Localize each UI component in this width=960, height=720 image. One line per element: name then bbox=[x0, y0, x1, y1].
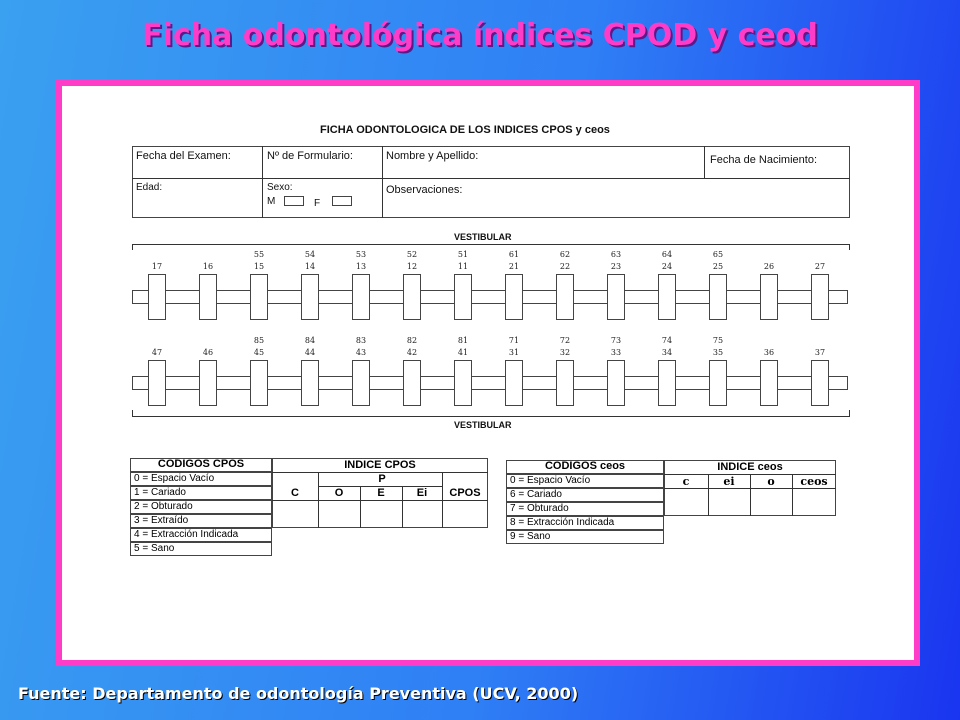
codigo-ceos-4: 9 = Sano bbox=[506, 530, 664, 544]
tooth-box-42[interactable] bbox=[403, 360, 421, 406]
observaciones-label: Observaciones: bbox=[386, 184, 463, 196]
tooth-box-23[interactable] bbox=[607, 274, 625, 320]
tooth-box-13[interactable] bbox=[352, 274, 370, 320]
slide-title: Ficha odontológica índices CPOD y ceod bbox=[142, 18, 818, 53]
tooth-number-63: 63 bbox=[610, 250, 622, 259]
tooth-number-83: 83 bbox=[355, 336, 367, 345]
tooth-number-23: 23 bbox=[610, 262, 622, 271]
tooth-number-54: 54 bbox=[304, 250, 316, 259]
tooth-number-53: 53 bbox=[355, 250, 367, 259]
tooth-box-25[interactable] bbox=[709, 274, 727, 320]
tooth-number-33: 33 bbox=[610, 348, 622, 357]
sexo-label: Sexo: bbox=[267, 182, 293, 193]
indice-ceos-col-ceos: ceos bbox=[800, 475, 828, 488]
form-frame bbox=[56, 80, 920, 666]
tooth-number-52: 52 bbox=[406, 250, 418, 259]
tooth-box-22[interactable] bbox=[556, 274, 574, 320]
form-title: FICHA ODONTOLOGICA DE LOS INDICES CPOS y ceos bbox=[320, 124, 610, 136]
tooth-number-22: 22 bbox=[559, 262, 571, 271]
indice-cpos-p: P bbox=[378, 473, 386, 485]
tooth-box-12[interactable] bbox=[403, 274, 421, 320]
fecha-nacimiento-label: Fecha de Nacimiento: bbox=[710, 154, 817, 166]
tooth-number-34: 34 bbox=[661, 348, 673, 357]
upper-strip bbox=[132, 290, 848, 304]
tooth-number-71: 71 bbox=[508, 336, 520, 345]
tooth-number-27: 27 bbox=[814, 262, 826, 271]
indice-cpos-col-o: O bbox=[334, 487, 344, 499]
sexo-f-checkbox[interactable] bbox=[332, 196, 352, 206]
tooth-box-26[interactable] bbox=[760, 274, 778, 320]
codigo-ceos-0: 0 = Espacio Vacío bbox=[506, 474, 664, 488]
formulario-label: Nº de Formulario: bbox=[267, 150, 353, 162]
codigo-ceos-2: 7 = Obturado bbox=[506, 502, 664, 516]
tooth-number-61: 61 bbox=[508, 250, 520, 259]
tooth-number-25: 25 bbox=[712, 262, 724, 271]
indice-ceos-col-ei: ei bbox=[723, 475, 735, 488]
tooth-number-17: 17 bbox=[151, 262, 163, 271]
tooth-number-82: 82 bbox=[406, 336, 418, 345]
tooth-number-64: 64 bbox=[661, 250, 673, 259]
tooth-box-32[interactable] bbox=[556, 360, 574, 406]
tooth-number-46: 46 bbox=[202, 348, 214, 357]
tooth-box-21[interactable] bbox=[505, 274, 523, 320]
tooth-box-37[interactable] bbox=[811, 360, 829, 406]
tooth-number-47: 47 bbox=[151, 348, 163, 357]
dental-form-scan bbox=[62, 86, 914, 660]
indice-cpos-col-e: E bbox=[377, 487, 385, 499]
tooth-number-85: 85 bbox=[253, 336, 265, 345]
fecha-examen-label: Fecha del Examen: bbox=[136, 150, 231, 162]
tooth-box-24[interactable] bbox=[658, 274, 676, 320]
tooth-box-16[interactable] bbox=[199, 274, 217, 320]
tooth-box-43[interactable] bbox=[352, 360, 370, 406]
tooth-number-65: 65 bbox=[712, 250, 724, 259]
codigos-cpos-header: CODIGOS CPOS bbox=[157, 458, 245, 470]
tooth-number-74: 74 bbox=[661, 336, 673, 345]
lower-strip bbox=[132, 376, 848, 390]
tooth-number-24: 24 bbox=[661, 262, 673, 271]
tooth-number-42: 42 bbox=[406, 348, 418, 357]
codigo-ceos-1: 6 = Cariado bbox=[506, 488, 664, 502]
indice-ceos-header: INDICE ceos bbox=[717, 461, 783, 473]
codigos-ceos-header: CODIGOS ceos bbox=[544, 460, 626, 472]
tooth-number-73: 73 bbox=[610, 336, 622, 345]
tooth-number-16: 16 bbox=[202, 262, 214, 271]
source-footer: Fuente: Departamento de odontología Preventiva (UCV, 2000) bbox=[18, 684, 579, 703]
tooth-number-45: 45 bbox=[253, 348, 265, 357]
edad-label: Edad: bbox=[136, 182, 163, 193]
vestibular-bottom: VESTIBULAR bbox=[454, 420, 512, 430]
tooth-box-27[interactable] bbox=[811, 274, 829, 320]
tooth-number-32: 32 bbox=[559, 348, 571, 357]
tooth-number-51: 51 bbox=[457, 250, 469, 259]
tooth-number-26: 26 bbox=[763, 262, 775, 271]
vestibular-top: VESTIBULAR bbox=[454, 232, 512, 242]
codigo-cpos-1: 1 = Cariado bbox=[130, 486, 272, 500]
tooth-number-37: 37 bbox=[814, 348, 826, 357]
tooth-number-12: 12 bbox=[406, 262, 418, 271]
tooth-number-35: 35 bbox=[712, 348, 724, 357]
tooth-box-36[interactable] bbox=[760, 360, 778, 406]
tooth-number-43: 43 bbox=[355, 348, 367, 357]
tooth-box-17[interactable] bbox=[148, 274, 166, 320]
tooth-number-15: 15 bbox=[253, 262, 265, 271]
codigo-cpos-3: 3 = Extraído bbox=[130, 514, 272, 528]
tooth-box-46[interactable] bbox=[199, 360, 217, 406]
indice-cpos-header: INDICE CPOS bbox=[344, 459, 416, 471]
tooth-box-15[interactable] bbox=[250, 274, 268, 320]
codigo-cpos-0: 0 = Espacio Vacío bbox=[130, 472, 272, 486]
tooth-number-72: 72 bbox=[559, 336, 571, 345]
nombre-label: Nombre y Apellido: bbox=[386, 150, 479, 162]
sexo-f-label: F bbox=[314, 198, 321, 209]
tooth-number-55: 55 bbox=[253, 250, 265, 259]
tooth-number-84: 84 bbox=[304, 336, 316, 345]
tooth-number-13: 13 bbox=[355, 262, 367, 271]
tooth-number-21: 21 bbox=[508, 262, 520, 271]
indice-cpos-col-cpos: CPOS bbox=[449, 487, 481, 499]
indice-cpos-col-c: C bbox=[291, 487, 299, 499]
codigo-cpos-2: 2 = Obturado bbox=[130, 500, 272, 514]
tooth-box-45[interactable] bbox=[250, 360, 268, 406]
indice-ceos-col-c: c bbox=[682, 475, 690, 488]
tooth-number-36: 36 bbox=[763, 348, 775, 357]
tooth-box-47[interactable] bbox=[148, 360, 166, 406]
tooth-box-35[interactable] bbox=[709, 360, 727, 406]
tooth-box-33[interactable] bbox=[607, 360, 625, 406]
indice-ceos-col-o: o bbox=[767, 475, 775, 488]
tooth-box-34[interactable] bbox=[658, 360, 676, 406]
tooth-number-81: 81 bbox=[457, 336, 469, 345]
tooth-number-44: 44 bbox=[304, 348, 316, 357]
tooth-box-11[interactable] bbox=[454, 274, 472, 320]
tooth-box-31[interactable] bbox=[505, 360, 523, 406]
tooth-number-75: 75 bbox=[712, 336, 724, 345]
tooth-number-31: 31 bbox=[508, 348, 520, 357]
codigo-cpos-5: 5 = Sano bbox=[130, 542, 272, 556]
indice-cpos-col-ei: Ei bbox=[416, 487, 428, 499]
tooth-number-62: 62 bbox=[559, 250, 571, 259]
tooth-number-41: 41 bbox=[457, 348, 469, 357]
tooth-box-41[interactable] bbox=[454, 360, 472, 406]
codigo-cpos-4: 4 = Extracción Indicada bbox=[130, 528, 272, 542]
tooth-box-14[interactable] bbox=[301, 274, 319, 320]
tooth-number-14: 14 bbox=[304, 262, 316, 271]
tooth-box-44[interactable] bbox=[301, 360, 319, 406]
sexo-m-label: M bbox=[267, 196, 276, 207]
tooth-number-11: 11 bbox=[457, 262, 469, 271]
codigo-ceos-3: 8 = Extracción Indicada bbox=[506, 516, 664, 530]
sexo-m-checkbox[interactable] bbox=[284, 196, 304, 206]
